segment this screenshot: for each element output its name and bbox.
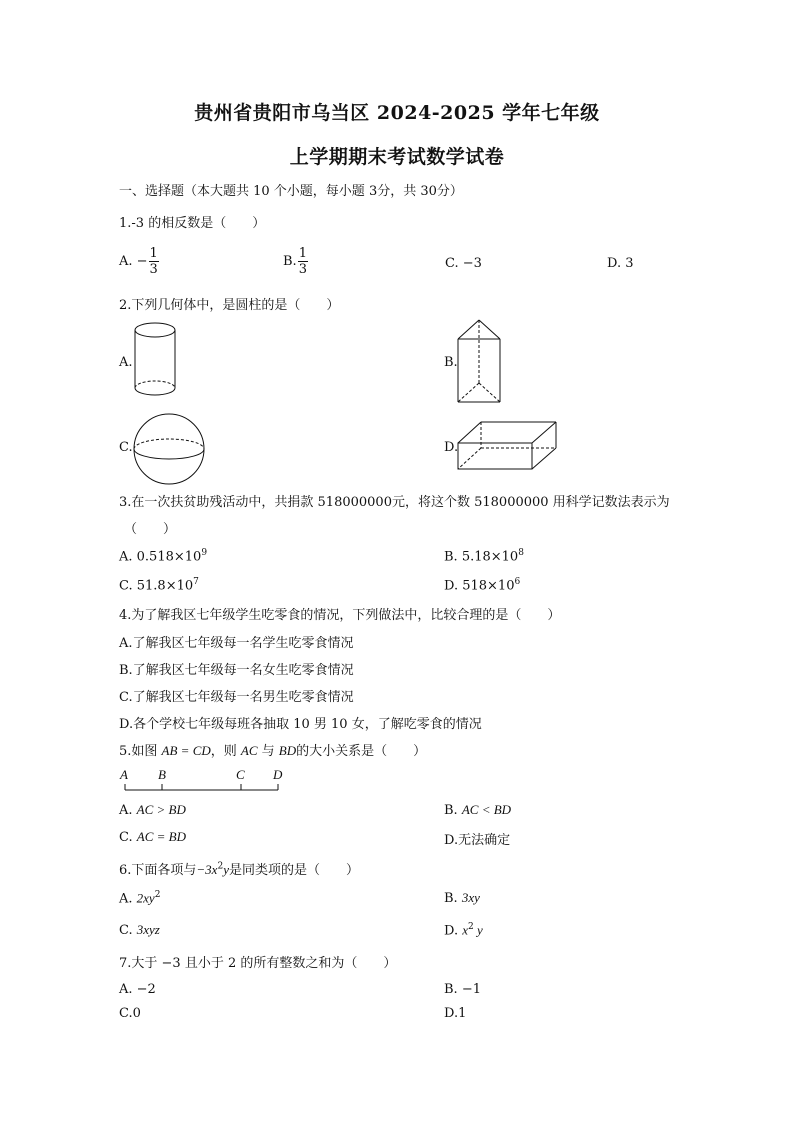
q5-stem-eq: AB = CD	[161, 743, 211, 758]
q4-option-b: B.了解我区七年级每一名女生吃零食情况	[119, 663, 354, 678]
q1-a-prefix: A. −	[119, 254, 148, 269]
section-heading: 一、选择题（本大题共 10 个小题，每小题 3分，共 30分）	[119, 184, 463, 199]
q6-option-b	[444, 890, 480, 906]
q6-d-math: x	[462, 922, 469, 938]
point-d-label: D	[273, 767, 283, 782]
q6-option-d	[444, 922, 483, 938]
q5-c-pre: C.	[119, 830, 137, 845]
q6-stem-sup: 2	[217, 861, 224, 872]
q3-option-b	[444, 548, 524, 564]
q1-option-b	[283, 246, 309, 277]
q3-a-base: A. 0.518×10	[119, 549, 202, 565]
q6-c-math: 3xyz	[136, 922, 160, 937]
q6-a-pre: A.	[119, 891, 137, 907]
q1-a-fraction	[149, 246, 159, 277]
question-3-stem: 3.在一次扶贫助残活动中，共捐款 518000000元，将这个数 518000000 用科学记数法表示为	[119, 495, 670, 510]
q5-option-a	[119, 802, 186, 818]
q6-d-sup: 2	[468, 922, 474, 932]
q4-option-a: A.了解我区七年级每一名学生吃零食情况	[119, 636, 354, 651]
q5-stem-ac: AC	[240, 743, 258, 758]
q6-option-c	[119, 922, 160, 938]
sphere-figure	[133, 413, 205, 485]
q6-d-tail: y	[473, 922, 483, 938]
q4-option-d: D.各个学校七年级每班各抽取 10 男 10 女，了解吃零食的情况	[119, 717, 482, 732]
q3-option-d	[444, 577, 520, 593]
q2-option-c-label: C.	[119, 440, 133, 455]
q1-a-den: 3	[149, 262, 158, 277]
q5-b-pre: B.	[444, 803, 462, 818]
question-1-stem: 1.-3 的相反数是（ ）	[119, 216, 266, 231]
point-b-label: B	[158, 767, 166, 782]
q3-c-exp: 7	[193, 577, 199, 587]
q1-b-prefix: B.	[283, 254, 297, 269]
q6-b-math: 3xy	[461, 890, 480, 905]
cylinder-figure	[134, 322, 176, 398]
q6-stem-pre: 6.下面各项与	[119, 863, 197, 878]
point-a-label: A	[120, 767, 128, 782]
q5-option-c	[119, 829, 186, 845]
q3-d-exp: 6	[514, 577, 521, 587]
q3-c-base: C. 51.8×10	[119, 578, 194, 594]
q6-d-pre: D.	[444, 923, 463, 939]
q3-a-exp: 9	[201, 548, 208, 558]
q1-a-num: 1	[149, 246, 158, 261]
q5-stem-post: 的大小关系是（ ）	[296, 744, 427, 759]
q5-stem-mid: ，则	[210, 744, 241, 759]
q5-option-b	[444, 802, 511, 818]
triangular-prism-figure	[457, 319, 501, 405]
q2-option-d-label: D.	[444, 440, 459, 455]
q4-option-c: C.了解我区七年级每一名男生吃零食情况	[119, 690, 354, 705]
q1-b-den: 3	[298, 262, 307, 277]
paper-title-line2: 上学期期末考试数学试卷	[289, 146, 505, 168]
q6-b-pre: B.	[444, 891, 462, 906]
q6-stem-coef: −3x	[196, 862, 218, 877]
q6-c-pre: C.	[119, 923, 137, 938]
q5-stem-bd: BD	[278, 743, 297, 758]
question-6-stem	[119, 859, 359, 878]
q1-b-num: 1	[298, 246, 307, 261]
q7-option-d: D.1	[444, 1006, 467, 1021]
q5-option-d: D.无法确定	[444, 833, 511, 848]
paper-title-line1: 贵州省贵阳市乌当区 2024-2025 学年七年级	[194, 102, 600, 124]
q6-stem-post: 是同类项的是（ ）	[228, 863, 359, 878]
q6-a-math: 2xy	[136, 890, 155, 906]
q3-d-base: D. 518×10	[444, 578, 515, 594]
q3-option-a	[119, 548, 207, 564]
q1-b-fraction	[298, 246, 308, 277]
q3-option-c	[119, 577, 199, 593]
q3-b-base: B. 5.18×10	[444, 549, 519, 565]
question-7-stem: 7.大于 −3 且小于 2 的所有整数之和为（ ）	[119, 956, 397, 971]
question-4-stem: 4.为了解我区七年级学生吃零食的情况，下列做法中，比较合理的是（ ）	[119, 608, 561, 623]
cuboid-figure	[457, 421, 559, 471]
question-3-paren: （ ）	[124, 522, 177, 537]
q6-option-a	[119, 890, 160, 906]
q7-option-a: A. −2	[119, 982, 156, 997]
question-2-stem: 2.下列几何体中，是圆柱的是（ ）	[119, 298, 340, 313]
q5-c-math: AC = BD	[136, 829, 186, 844]
q6-stem-y: y	[223, 862, 229, 877]
q2-option-a-label: A.	[119, 355, 133, 370]
q1-option-a	[119, 246, 160, 277]
q7-option-b: B. −1	[444, 982, 481, 997]
q3-b-exp: 8	[518, 548, 524, 558]
q2-option-b-label: B.	[444, 355, 458, 370]
q7-option-c: C.0	[119, 1006, 141, 1021]
q5-stem-and: 与	[257, 744, 279, 759]
line-segment-figure	[124, 783, 280, 793]
q1-option-c: C. −3	[445, 256, 482, 271]
q1-option-d: D. 3	[607, 256, 634, 271]
q5-stem-pre: 5.如图	[119, 744, 162, 759]
q6-a-sup: 2	[154, 890, 161, 900]
q5-b-math: AC < BD	[461, 802, 512, 817]
q5-a-pre: A.	[119, 803, 137, 818]
question-5-stem	[119, 740, 426, 759]
q5-a-math: AC > BD	[136, 802, 186, 817]
point-c-label: C	[236, 767, 245, 782]
